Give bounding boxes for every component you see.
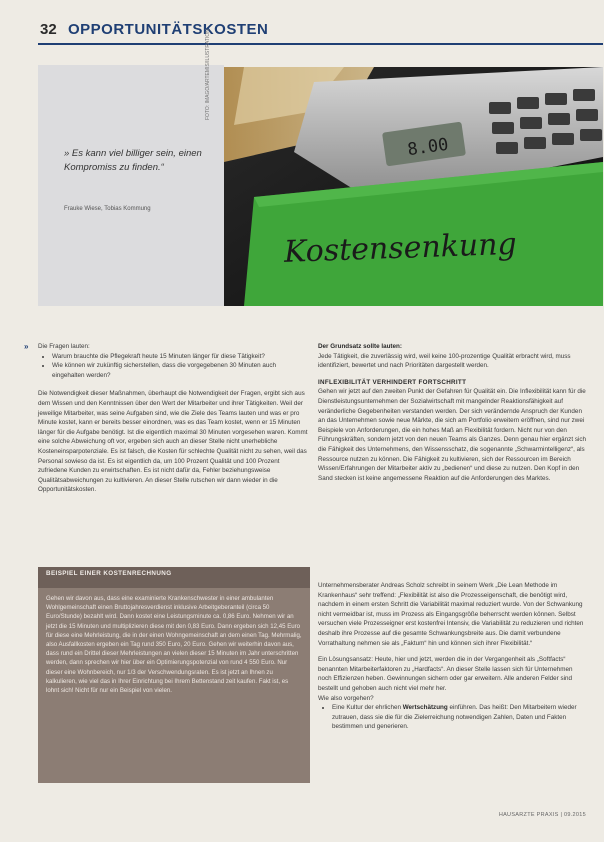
principle-heading: Der Grundsatz sollte lauten: (318, 343, 402, 350)
example-heading: BEISPIEL EINER KOSTENRECHNUNG (38, 567, 310, 588)
body-paragraph: Die Notwendigkeit dieser Maßnahmen, überhaupt die Notwendigkeit der Fragen, ergibt sich aus dem Wissen und den Kenntnissen über den Wert der Mitarbeiter und ihrer Tätigkeiten. Weil der jeweilige Mitarbeiter, was seine Aufgaben sind, wie die Ziele des Teams lauten und was er pro Minute kostet, kann er bereits besser einordnen, was es das Team kostet, wenn er 15 Minuten länger für die Aufgabe benötigt. Ist die eigentlich maximal 30 Minuten vorgesehen waren. Kommt eine solche Abweichung oft vor, ergeben sich auch an dieser Stelle nicht unerhebliche Kosteneinsparpotenziale. Es ist falsch, die Kosten für schlechte Qualität nicht zu sehen, weil das Personal sowieso da ist. Es ist eigentlich da, um 100 Prozent Qualität und 100 Prozent zufriedene Kunden zu erwirtschaften. Es ist nicht dafür da, Fehler beziehungsweise Qualitätsabweichungen zu kultivieren. An dieser Stelle rutschen wir dann wieder in die Opportunitätskosten. (38, 390, 308, 494)
photo-credit: FOTO: IMAGO/ARTEMIS/ILUSTRATION (205, 29, 211, 120)
body-paragraph: Ein Lösungsansatz: Heute, hier und jetzt, werden die in der Vergangenheit als „Softfacts“ benannten Mitarbeiterfaktoren zu „Hardfacts“. An dieser Stelle lassen sich für Unternehmen noch Effizienzen heben. Gewinnungen sichern oder gar erweitern. Alle anderen Felder sind bestellt und gehoben auch nicht viel mehr her. (318, 656, 573, 692)
section-title: OPPORTUNITÄTSKOSTEN (68, 21, 269, 38)
subheading: INFLEXIBILITÄT VERHINDERT FORTSCHRITT (318, 378, 467, 386)
list-item: • Wie können wir zukünftig sicherstellen, dass die vorgegebenen 30 Minuten auch eingehalten werden? (52, 361, 308, 380)
emphasis: Wertschätzung (402, 704, 448, 712)
list-item: • Warum brauchte die Pflegekraft heute 15 Minuten länger für diese Tätigkeit? (52, 352, 308, 362)
right-column (318, 342, 586, 490)
header-photo (224, 67, 603, 306)
list-item: • Eine Kultur der ehrlichen Wertschätzung einführen. Das heißt: Den Mitarbeitern wieder zutrauen, dass sie die für die Zielerreichung notwendigen Zahlen, Daten und Fakten bestimmen und generieren. (332, 703, 586, 732)
calculator-photo (224, 67, 603, 306)
quote-box (38, 65, 224, 306)
page-header (0, 12, 604, 42)
page-number: 32 (40, 21, 57, 38)
continue-arrow: » (24, 342, 29, 351)
body-paragraph: Unternehmensberater Andreas Scholz schreibt in seinem Werk „Die Lean Methode im Krankenhaus“ sehr treffend: „Flexibilität ist also die Prozesseigenschaft, die benötigt wird, nachdem in einem ersten Schritt die Variabilität maximal reduziert wurde. Von der Schwankung nicht vermeidbar ist, muss im Prozess als Eingangsgröße beherrscht werden können. Selbst versuchen viele Prozesseigner erst kostenfrei Intensiv, die Variabilität zu reduzieren und richten deshalb ihre Prozesse auf die gesamte Schwankungsbreite aus. Die damit verbundene Vorrathaltung nehmen sie als „Faktum“ hin und können sich ihrer Flexibilität.“ (318, 582, 584, 647)
page-footer: HAUSARZTE PRAXIS | 09.2015 (498, 812, 586, 818)
example-box (38, 567, 310, 783)
example-body: Gehen wir davon aus, dass eine examinierte Krankenschwester in einer ambulanten Wohlgemeinschaft einen Bruttojahresverdienst inklusive Arbeitgeberanteil (circa 50 Euro/Stunde) bezahlt wird. Dann kostet eine Leistungsminute ca. 0,86 Euro. Nehmen wir an jetzt die 15 Minuten und multiplizieren diese mit den 0,83 Euro. Dann ergeben sich 12,45 Euro für diese eine Mehrleistung, die in der einen Wohngemeinschaft an dem einen Tag. Mehrmalig, also Ausfallkosten ergeben ein Tag rund 350 Euro, 20 Euro. Gehen wir weiterhin davon aus, dass rund ein Drittel dieser Mehrleistungen an vielen dieser 15 Minuten im Jahr unterschritten werden, dann sprechen wir hier über ein Optimierungspotenzial von rund 4 550 Euro. Nur dieser eine Wohnbereich, nur 1/3 der Verschwendungsraten. Es ist jetzt an Ihnen zu kalkulieren, wie viel das in Ihrer Einrichtung bei Ihrem Bettenstand zeit kaufen. Fakt ist, es lohnt sich! Nicht für nur ein Beispiel von vielen. (46, 595, 302, 695)
intro-text: Die Fragen lauten: (38, 343, 90, 350)
right-column-continued (318, 581, 586, 732)
quote-author: Frauke Wiese, Tobias Kommung (64, 206, 151, 212)
question-list (38, 352, 308, 381)
question-text: Wie also vorgehen? (318, 694, 374, 702)
body-paragraph: Gehen wir jetzt auf den zweiten Punkt der Gefahren für Qualität ein. Die Inflexibilität kann für die Dienstleistungsunternehmen der Sozialwirtschaft mit mangelnder Reaktionsfähigkeit auf veränderliche Gegebenheiten verstanden werden. Der sich verändernde Anspruch der Kunden an das Unternehmen sowie neue Märkte, die sich am Portfolio erweitern eröffnen, sind nur zwei Beispiele von Anforderungen, die ein hohes Maß an Flexibilität fordern. Nicht nur von den Führungskräften, sondern jetzt von den neuen Teams als Ganzes. Denn genau hier ergänzt sich die Fähigkeit des Unternehmens, den Wissensschatz, die sogenannte „Schwarmintelligenz“, als Ressource nutzen zu können. Die Fähigkeit zu kultivieren, sich der Ressourcen im Bereich Wissen/Erfahrungen der Mitarbeiter aktiv zu „bedienen“ und diese zu nutzen. Den Kopf in den Sand stecken ist keine angemessene Reaktion auf die Anforderungen des Marktes. (318, 388, 587, 482)
pull-quote: » Es kann viel billiger sein, einen Kompromiss zu finden.“ (64, 148, 202, 173)
sticker-text: Kostensenkung (283, 226, 518, 270)
display-digits: 8.00 (406, 134, 450, 161)
principle-text: Jede Tätigkeit, die zuverlässig wird, weil keine 100-prozentige Qualität erbracht wird, muss identifiziert, bewertet und nach Prioritäten dargestellt werden. (318, 352, 571, 370)
action-list (318, 703, 586, 732)
left-column (24, 342, 308, 502)
header-rule (38, 43, 603, 45)
